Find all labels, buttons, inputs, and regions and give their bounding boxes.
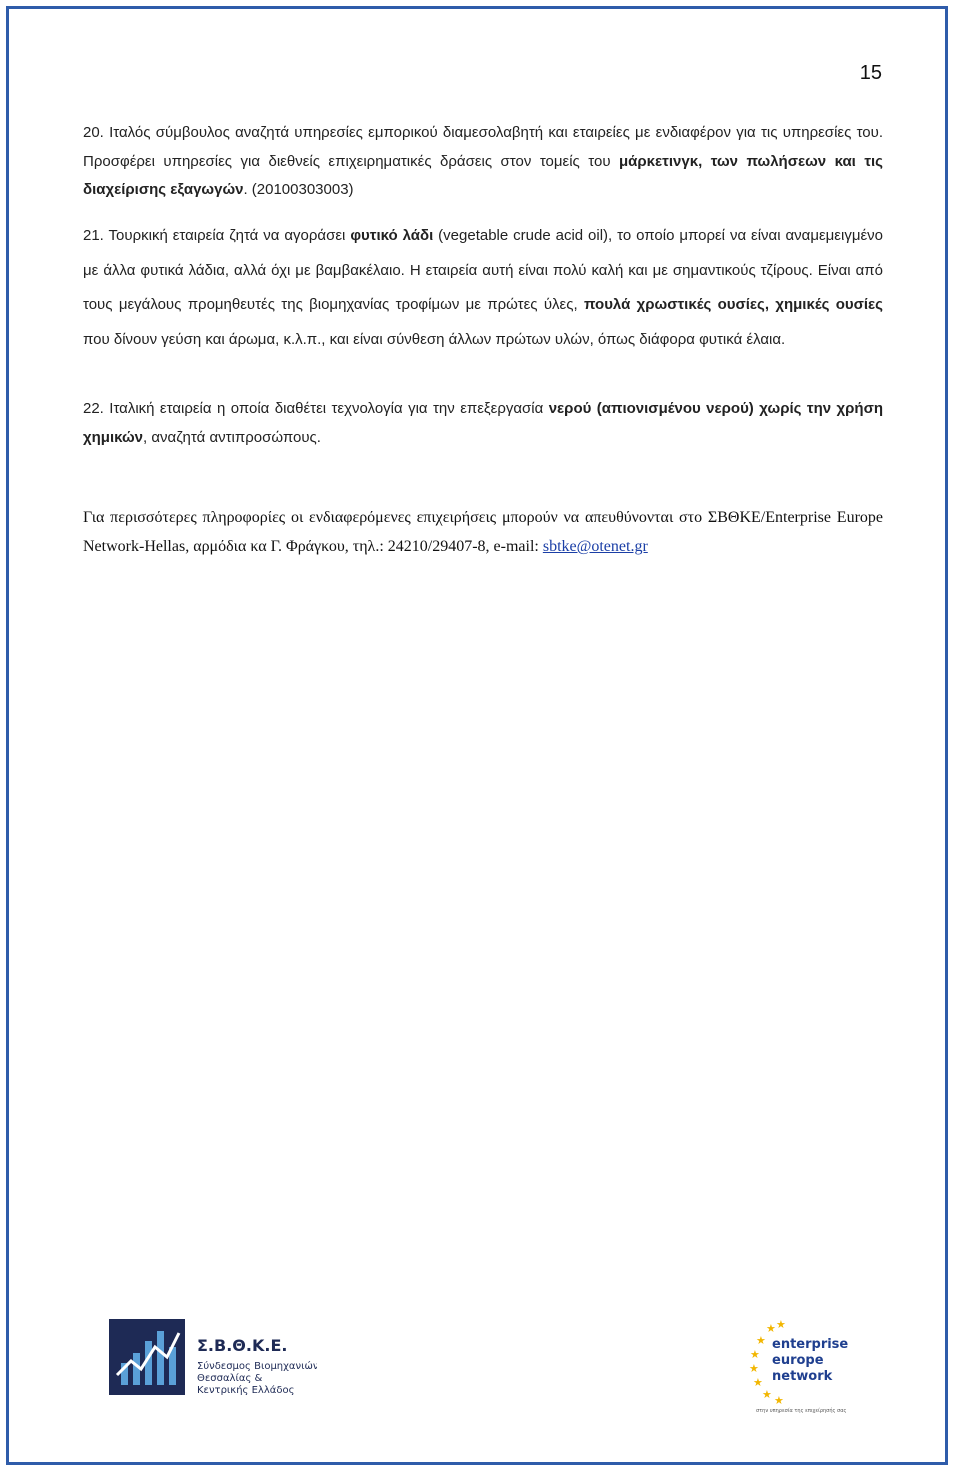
list-item-20 <box>83 119 883 205</box>
item-21-bold-a: φυτικό λάδι <box>350 227 434 244</box>
item-21-text-b: (vegetable crude acid oil), το οποίο μπορεί να είναι αναμεμειγμένο με άλλα φυτικά λάδια, αλλά όχι με βαμβακέλαιο. Η εταιρεία αυτή είναι πολύ καλή και με σημαντικούς τζίρους. Είναι από τους μεγάλους προμηθευτές της βιομηχανίας τροφίμων με πρώτες ύλες, <box>83 227 883 313</box>
svg-text:★: ★ <box>756 1334 766 1347</box>
list-item-22 <box>83 395 883 452</box>
item-22-bold: νερού (απιονισμένου νερού) χωρίς την χρήση χημικών <box>83 400 883 446</box>
contact-text-body: Για περισσότερες πληροφορίες οι ενδιαφερόμενες επιχειρήσεις μπορούν να απευθύνονται στο ΣΒΘΚΕ/Enterprise Europe Network-Hellas, αρμόδια κα Γ. Φράγκου, τηλ.: 24210/29407-8, e-mail: <box>83 509 883 555</box>
een-logo <box>748 1318 860 1414</box>
sbtke-name-line2: Θεσσαλίας & <box>197 1373 263 1384</box>
svg-text:★: ★ <box>762 1388 772 1401</box>
page-number: 15 <box>859 62 882 84</box>
item-22-text <box>83 395 883 452</box>
svg-text:★: ★ <box>753 1376 763 1389</box>
een-logo-mark <box>748 1318 860 1414</box>
item-21-text <box>83 219 883 357</box>
item-22-number: 22. <box>83 400 104 417</box>
sbtke-name-line1: Σύνδεσμος Βιομηχανιών <box>197 1361 317 1372</box>
item-20-text-b: . (20100303003) <box>243 181 354 198</box>
item-20-number: 20. <box>83 124 104 141</box>
item-21-bold-b: πουλά χρωστικές ουσίες, χημικές ουσίες <box>583 296 883 313</box>
sbtke-name-line3: Κεντρικής Ελλάδος <box>197 1385 295 1396</box>
item-22-text-a: Ιταλική εταιρεία η οποία διαθέτει τεχνολογία για την επεξεργασία <box>109 400 549 417</box>
item-21-number: 21. <box>83 227 104 244</box>
svg-text:★: ★ <box>766 1322 776 1335</box>
email-link[interactable]: sbtke@otenet.gr <box>542 538 648 555</box>
een-word-enterprise: enterprise <box>772 1337 849 1352</box>
svg-text:★: ★ <box>774 1394 784 1407</box>
item-20-bold: μάρκετινγκ, των πωλήσεων και τις διαχείρισης εξαγωγών <box>83 152 883 198</box>
contact-info <box>83 503 883 561</box>
list-item-21 <box>83 219 883 357</box>
item-20-text-a: Ιταλός σύμβουλος αναζητά υπηρεσίες εμπορικού διαμεσολαβητή και εταιρείες με ενδιαφέρον για τις υπηρεσίες του. Προσφέρει υπηρεσίες για διεθνείς επιχειρηματικές δράσεις στον τομείς του <box>83 124 883 170</box>
item-21-text-c: που δίνουν γεύση και άρωμα, κ.λ.π., και είναι σύνθεση άλλων πρώτων υλών, όπως διάφορα φυτικά έλαια. <box>83 330 786 348</box>
sbtke-logo <box>107 1317 317 1397</box>
contact-text <box>83 503 883 561</box>
svg-text:★: ★ <box>749 1362 759 1375</box>
een-word-network: network <box>772 1369 833 1384</box>
svg-text:★: ★ <box>750 1348 760 1361</box>
item-20-text <box>83 119 883 205</box>
sbtke-acronym: Σ.Β.Θ.Κ.Ε. <box>197 1336 288 1355</box>
item-21-text-a: Τουρκική εταιρεία ζητά να αγοράσει <box>108 227 351 244</box>
svg-text:★: ★ <box>776 1318 786 1331</box>
sbtke-logo-mark <box>107 1317 317 1397</box>
een-word-europe: europe <box>772 1353 824 1368</box>
item-22-text-b: , αναζητά αντιπροσώπους. <box>143 428 321 446</box>
een-tagline: στην υπηρεσία της επιχείρησής σας <box>756 1408 847 1414</box>
